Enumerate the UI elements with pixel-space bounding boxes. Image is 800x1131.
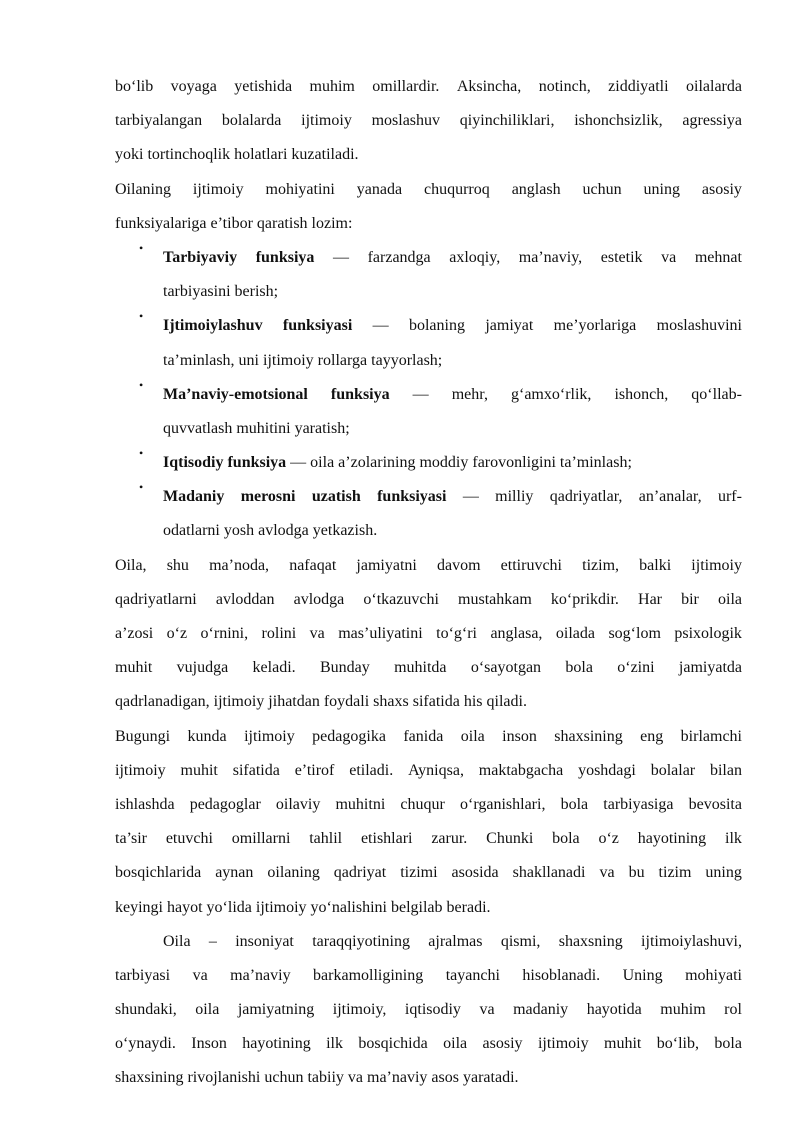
word: eng <box>640 727 664 745</box>
word: bevosita <box>688 795 742 813</box>
word: Chunki <box>486 830 534 848</box>
word: shaxsining <box>115 1069 184 1087</box>
word: ijtimoiy <box>192 180 244 198</box>
word: tarbiyalangan <box>115 112 203 130</box>
term-word: funksiya <box>255 248 315 266</box>
word: ijtimoiylashuvi, <box>641 932 742 950</box>
word: bolalarda <box>221 112 282 130</box>
word: Uning <box>622 966 663 984</box>
word: odatlarni <box>163 522 220 540</box>
word: — <box>462 488 479 506</box>
word: muhit <box>604 1035 642 1053</box>
bullet-icon: • <box>139 446 144 461</box>
word: oilada <box>555 625 595 642</box>
word: ijtimoiy <box>244 727 295 745</box>
list-item <box>139 480 742 548</box>
word: moddiy <box>419 454 469 472</box>
word: quvvatlash <box>163 419 233 437</box>
word: jamiyat <box>485 317 534 335</box>
word: o‘rnini, <box>200 625 249 642</box>
text-line <box>115 856 742 890</box>
text-line <box>163 378 742 412</box>
word: kuzatiladi. <box>291 146 359 164</box>
text-line <box>115 207 742 241</box>
word: o‘sayotgan <box>470 659 542 677</box>
word: qiladi. <box>486 693 527 711</box>
text-line <box>163 344 742 378</box>
list-item <box>139 240 742 309</box>
word: tahlil <box>309 830 343 848</box>
word: Bugungi <box>115 727 171 745</box>
word: ijtimoiy <box>691 556 742 574</box>
word: mehnat <box>694 248 742 266</box>
word: ziddiyatli <box>608 78 669 95</box>
word: va <box>309 625 325 642</box>
word: hayot <box>167 898 203 916</box>
word: chuqurroq <box>424 180 490 198</box>
word: avloddan <box>215 590 275 608</box>
list-item <box>139 309 742 377</box>
word: bola <box>714 1035 742 1053</box>
word: uning <box>643 180 680 198</box>
word: funksiyalariga <box>115 214 207 232</box>
word: oilaviy <box>275 795 321 813</box>
word: mustahkam <box>458 590 532 608</box>
word: yaratish; <box>294 419 350 437</box>
word: moslashuvini <box>656 317 742 335</box>
term-word: funksiya <box>227 454 287 472</box>
word: bolalar <box>650 761 696 779</box>
word: an’analar, <box>638 488 702 506</box>
word: milliy <box>495 488 534 506</box>
word: etishlari <box>360 830 413 848</box>
word: muhit <box>115 659 153 677</box>
term-word: funksiyasi <box>377 488 447 506</box>
word: lozim: <box>311 214 353 232</box>
word: Oilaning <box>115 180 171 198</box>
word: sifatida <box>412 693 460 711</box>
word: ijtimoiy <box>115 761 166 779</box>
word: tarbiyasi <box>115 966 171 984</box>
word: pedagoglar <box>189 795 261 813</box>
word: o‘z <box>598 830 619 848</box>
word: yo‘lida <box>206 898 252 916</box>
word: muhit <box>180 761 218 779</box>
word: asos <box>431 1069 459 1087</box>
paragraph-functions-intro <box>115 173 742 241</box>
word: nafaqat <box>289 556 337 574</box>
word: yoki <box>115 146 144 164</box>
word: va <box>347 1069 363 1087</box>
paragraph-intro <box>115 70 742 173</box>
term-word: Tarbiyaviy <box>163 248 238 266</box>
word: tizim <box>658 864 692 882</box>
word: kunda <box>187 727 227 745</box>
word: uchun <box>264 1069 304 1087</box>
word: mohiyatini <box>265 180 335 198</box>
word: bosqichlarida <box>115 864 202 882</box>
text-line <box>115 138 742 172</box>
word: tarbiyasiga <box>603 795 674 813</box>
text-line <box>115 959 742 993</box>
word: qo‘llab- <box>691 385 742 403</box>
word: etuvchi <box>165 830 213 848</box>
word: keladi. <box>252 659 296 677</box>
word: psixologik <box>674 625 742 642</box>
word: oilaning <box>267 864 320 882</box>
word: muhitini <box>236 419 291 437</box>
text-line <box>115 754 742 788</box>
word: rollarga <box>317 351 368 369</box>
word: qadriyatlarni <box>115 590 197 608</box>
text-line <box>115 1027 742 1061</box>
text-line <box>163 446 742 480</box>
word: Ayniqsa, <box>408 761 464 779</box>
word: ta’minlash; <box>559 454 632 472</box>
word: o‘rganishlari, <box>459 795 546 813</box>
text-line <box>115 173 742 207</box>
word: hisoblanadi. <box>522 966 601 984</box>
word: ishonchsizlik, <box>574 112 663 130</box>
word: qismi, <box>500 932 541 950</box>
text-line <box>163 412 742 446</box>
word: muhitda <box>394 659 447 677</box>
word: shaxsining <box>554 727 623 745</box>
word: ma’naviy <box>367 1069 428 1087</box>
word: holatlari <box>234 146 288 164</box>
word: rol <box>724 1001 742 1019</box>
word: tortinchoqlik <box>147 146 231 164</box>
word: Inson <box>191 1035 227 1053</box>
word: muhitni <box>335 795 386 813</box>
word: taraqqiyotining <box>312 932 410 950</box>
word: chuqur <box>400 795 445 813</box>
word: Oila, <box>115 556 147 574</box>
word: hayotida <box>586 1001 642 1019</box>
word: o‘ynaydi. <box>115 1035 176 1053</box>
word: iqtisodiy <box>404 1001 461 1019</box>
text-line <box>115 617 742 651</box>
word: jamiyatda <box>678 659 742 677</box>
word: tabiiy <box>307 1069 344 1087</box>
word: urf- <box>717 488 742 506</box>
word: ijtimoiy <box>301 112 352 130</box>
word: uning <box>705 864 742 882</box>
word: — <box>372 317 389 335</box>
word: farzandga <box>367 248 431 266</box>
word: bola <box>552 830 580 848</box>
word: Aksincha, <box>456 78 522 95</box>
word: yetkazish. <box>312 522 378 540</box>
word: ma’noda, <box>209 556 270 574</box>
term-word: Madaniy <box>163 488 225 506</box>
word: farovonligini <box>472 454 556 472</box>
word: bu <box>628 864 645 882</box>
word: axloqiy, <box>449 248 501 266</box>
word: hayotining <box>637 830 707 848</box>
word: ishlashda <box>115 795 175 813</box>
word: fanida <box>403 727 444 745</box>
text-line <box>115 1061 742 1095</box>
bullet-icon: • <box>139 309 144 324</box>
word: ijtimoiy <box>537 1035 589 1053</box>
word: — <box>332 248 349 266</box>
text-line <box>115 891 742 925</box>
word: va <box>599 864 615 882</box>
word: balki <box>639 556 672 574</box>
word: — <box>412 385 429 403</box>
word: moslashuv <box>371 112 441 130</box>
paragraph-pedagogy <box>115 720 742 925</box>
paragraph-conclusion <box>115 925 742 1096</box>
text-line <box>115 549 742 583</box>
word: oilalarda <box>686 78 742 95</box>
word: asosiy <box>701 180 742 198</box>
word: — <box>290 454 307 472</box>
word: rolini <box>261 625 297 642</box>
word: e’tirof <box>294 761 335 779</box>
word: estetik <box>600 248 643 266</box>
word: tizim, <box>582 556 620 574</box>
document-page <box>115 70 742 1096</box>
word: yetishida <box>234 78 293 95</box>
word: yo‘nalishini <box>310 898 387 916</box>
word: e’tibor <box>210 214 253 232</box>
word: birlamchi <box>680 727 742 745</box>
word: oila <box>195 1001 220 1019</box>
word: ilk <box>326 1035 343 1053</box>
word: voyaga <box>170 78 217 95</box>
word: muhim <box>309 78 355 95</box>
word: muhim <box>660 1001 706 1019</box>
word: oila <box>310 454 335 472</box>
bullet-icon: • <box>139 480 144 495</box>
word: Bunday <box>319 659 370 677</box>
list-item <box>139 446 742 480</box>
word: ma’naviy <box>230 966 291 984</box>
text-line <box>115 651 742 685</box>
term-word: merosni <box>240 488 296 506</box>
list-item <box>139 377 742 446</box>
word: ettiruvchi <box>500 556 562 574</box>
word: jamiyatni <box>356 556 417 574</box>
word: bolaning <box>408 317 465 335</box>
word: o‘z <box>166 625 188 642</box>
word: avlodga <box>293 590 345 608</box>
word: mas’uliyatini <box>338 625 423 642</box>
word: oila <box>718 590 742 608</box>
term-word: funksiya <box>330 385 390 403</box>
word: shaxsning <box>558 932 623 950</box>
word: jihatdan <box>268 693 320 711</box>
word: tizimi <box>400 864 438 882</box>
bullet-icon: • <box>139 240 144 255</box>
word: qaratish <box>256 214 308 232</box>
text-line <box>115 685 742 719</box>
word: yoshdagi <box>578 761 636 779</box>
functions-list <box>115 241 742 549</box>
word: notinch, <box>538 78 591 95</box>
word: foydali <box>323 693 370 711</box>
text-line <box>115 583 742 617</box>
word: jamiyatning <box>237 1001 315 1019</box>
word: shu <box>166 556 189 574</box>
word: insoniyat <box>235 932 294 950</box>
text-line <box>115 788 742 822</box>
word: oila <box>443 1035 468 1053</box>
word: Oila <box>163 932 191 950</box>
word: – <box>208 932 217 950</box>
word: ko‘prikdir. <box>550 590 619 608</box>
text-line <box>163 275 742 309</box>
word: bo‘lib <box>115 78 154 95</box>
word: maktabgacha <box>478 761 564 779</box>
term-word: Ma’naviy-emotsional <box>163 385 308 403</box>
word: bo‘lib, <box>656 1035 699 1053</box>
word: sog‘lom <box>608 625 661 642</box>
word: beradi. <box>446 898 491 916</box>
word: davom <box>436 556 481 574</box>
term-word: Iqtisodiy <box>163 454 224 472</box>
word: tarbiyasini <box>163 283 231 301</box>
word: o‘tkazuvchi <box>363 590 439 608</box>
word: vujudga <box>176 659 229 677</box>
word: ajralmas <box>428 932 483 950</box>
word: shundaki, <box>115 1001 177 1019</box>
word: omillardir. <box>372 78 440 95</box>
text-line <box>163 309 742 343</box>
term-word: uzatish <box>311 488 361 506</box>
word: oila <box>460 727 485 745</box>
word: va <box>661 248 677 266</box>
word: me’yorlariga <box>553 317 637 335</box>
word: uni <box>238 351 259 369</box>
text-line <box>115 822 742 856</box>
word: bola <box>560 795 589 813</box>
word: qadrlanadigan, <box>115 693 210 711</box>
word: yosh <box>223 522 255 540</box>
word: a’zolarining <box>338 454 416 472</box>
word: ilk <box>725 830 742 848</box>
word: shakllanadi <box>512 864 586 882</box>
word: asosida <box>451 864 499 882</box>
word: etiladi. <box>349 761 394 779</box>
word: ta’minlash, <box>163 351 235 369</box>
word: pedagogika <box>312 727 386 745</box>
word: bosqichida <box>358 1035 428 1053</box>
text-line <box>115 993 742 1027</box>
word: va <box>479 1001 495 1019</box>
word: sifatida <box>232 761 280 779</box>
word: keyingi <box>115 898 163 916</box>
paragraph-oila-meaning <box>115 549 742 720</box>
word: anglash <box>511 180 561 198</box>
word: ijtimoiy <box>213 693 265 711</box>
word: ijtimoiy, <box>332 1001 387 1019</box>
text-line <box>163 241 742 275</box>
term-word: funksiyasi <box>282 317 353 335</box>
word: madaniy <box>513 1001 569 1019</box>
word: rivojlanishi <box>187 1069 261 1087</box>
word: yanada <box>356 180 403 198</box>
word: inson <box>502 727 537 745</box>
word: shaxs <box>373 693 409 711</box>
text-line <box>115 925 742 959</box>
word: barkamolligining <box>313 966 424 984</box>
bullet-icon: • <box>139 377 144 392</box>
word: his <box>463 693 483 711</box>
word: yaratadi. <box>462 1069 519 1087</box>
word: a’zosi <box>115 625 154 642</box>
word: va <box>192 966 208 984</box>
word: o‘zini <box>617 659 655 677</box>
word: zarur. <box>431 830 468 848</box>
word: omillarni <box>231 830 291 848</box>
word: uchun <box>582 180 622 198</box>
text-line <box>115 720 742 754</box>
word: belgilab <box>390 898 443 916</box>
text-line <box>163 480 742 514</box>
word: tayyorlash; <box>371 351 443 369</box>
text-line <box>115 70 742 104</box>
word: to‘g‘ri <box>436 625 477 642</box>
word: mohiyati <box>685 966 742 984</box>
word: aynan <box>215 864 254 882</box>
word: berish; <box>234 283 279 301</box>
word: anglasa, <box>490 625 543 642</box>
word: Har <box>638 590 662 608</box>
word: agressiya <box>682 112 742 130</box>
word: bir <box>681 590 699 608</box>
word: mehr, <box>451 385 488 403</box>
word: ma’naviy, <box>518 248 583 266</box>
text-line <box>115 104 742 138</box>
term-word: Ijtimoiylashuv <box>163 317 263 335</box>
word: g‘amxo‘rlik, <box>511 385 592 403</box>
word: qadriyat <box>333 864 387 882</box>
word: asosiy <box>482 1035 523 1053</box>
word: qadriyatlar, <box>549 488 623 506</box>
word: avlodga <box>258 522 309 540</box>
text-line <box>163 514 742 548</box>
word: ijtimoiy <box>255 898 307 916</box>
word: bola <box>565 659 593 677</box>
word: bilan <box>709 761 742 779</box>
word: hayotining <box>242 1035 311 1053</box>
word: ijtimoiy <box>263 351 314 369</box>
word: ishonch, <box>614 385 669 403</box>
word: ta’sir <box>115 830 147 848</box>
word: qiyinchiliklari, <box>459 112 555 130</box>
word: tayanchi <box>445 966 500 984</box>
